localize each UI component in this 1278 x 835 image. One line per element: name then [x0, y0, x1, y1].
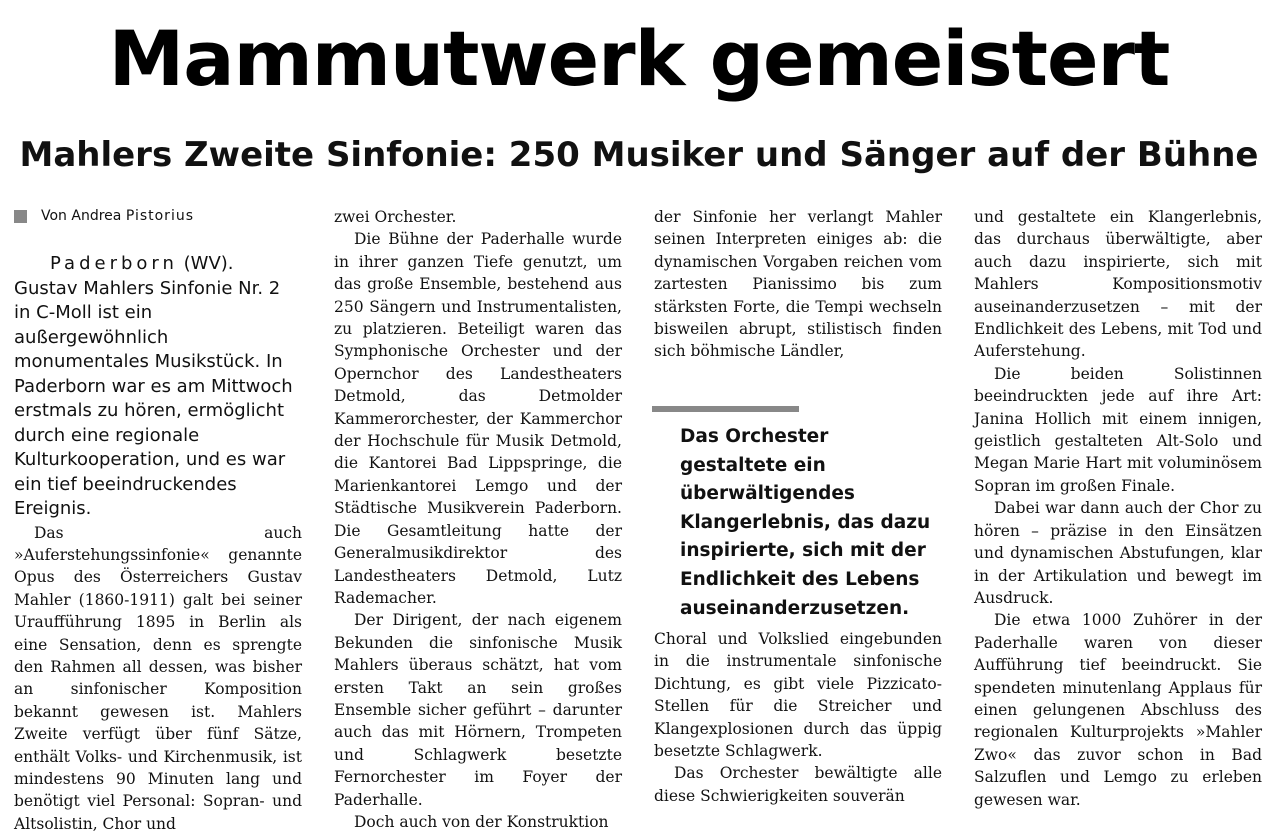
- byline-square-icon: [14, 210, 27, 223]
- body-paragraph: Die beiden Solistinnen beeindruckten jede auf ihre Art: Janina Hollich mit einem innigen, geistlich gestalteten Alt-Solo und Megan Marie Hart mit voluminösem Sopran im großen Finale.: [974, 363, 1262, 497]
- body-paragraph: der Sinfonie her verlangt Mahler seinen Interpreten einiges ab: die dynamischen Vorgaben reichen vom zartesten Pianissimo bis zum stärksten Forte, die Tempi wechseln bisweilen abrupt, stilistisch finden sich böhmische Ländler,: [654, 206, 942, 363]
- body-paragraph: Die etwa 1000 Zuhörer in der Paderhalle waren von dieser Aufführung tief beeindruckt. Sie spendeten minutenlang Applaus für einen gelungenen Abschluss des regionalen Kulturprojekts »Mahler Zwo« das zuvor schon in Bad Salzuflen und Lemgo zu erleben gewesen war.: [974, 609, 1262, 811]
- body-paragraph: Der Dirigent, der nach eigenem Bekunden die sinfonische Musik Mahlers überaus schätzt, hat vom ersten Takt an sein großes Ensemble sicher geführt – darunter auch das mit Hörnern, Trompeten und Schlagwerk besetzte Fernorchester im Foyer der Paderhalle.: [334, 609, 622, 811]
- pull-quote: Das Orchester gestaltete ein überwältigendes Klangerlebnis, das dazu inspirierte, sich mit der Endlichkeit des Lebens auseinanderzusetzen.: [680, 423, 942, 623]
- body-paragraph: Das Orchester bewältigte alle diese Schwierigkeiten souverän: [654, 762, 942, 807]
- body-paragraph: Doch auch von der Konstruktion: [334, 811, 622, 833]
- byline: [14, 206, 302, 226]
- lead-text: (WV). Gustav Mahlers Sinfonie Nr. 2 in C-Moll ist ein außergewöhnlich monumentales Musikstück. In Paderborn war es am Mittwoch erstmals zu hören, ermöglicht durch eine regionale Kulturkooperation, und es war ein tief beeindruckendes Ereignis.: [14, 253, 293, 519]
- column-2: [334, 206, 622, 833]
- body-paragraph: zwei Orchester.: [334, 206, 622, 228]
- body-paragraph: und gestaltete ein Klangerlebnis, das durchaus überwältigte, aber auch dazu inspirierte, sich mit Mahlers Kompositionsmotiv auseinanderzusetzen – mit der Endlichkeit des Lebens, mit Tod und Auferstehung.: [974, 206, 1262, 363]
- body-paragraph: Die Bühne der Paderhalle wurde in ihrer ganzen Tiefe genutzt, um das große Ensemble, bestehend aus 250 Sängern und Instrumentalisten, zu platzieren. Beteiligt waren das Symphonische Orchester und der Opernchor des Landestheaters Detmold, das Detmolder Kammerorchester, der Kammerchor der Hochschule für Musik Detmold, die Kantorei Bad Lippspringe, die Marienkantorei Lemgo und der Städtische Musikverein Paderborn. Die Gesamtleitung hatte der Generalmusikdirektor des Landestheaters Detmold, Lutz Rademacher.: [334, 228, 622, 609]
- column-1: [14, 206, 302, 835]
- body-paragraph: Choral und Volkslied eingebunden in die instrumentale sinfonische Dichtung, es gibt viele Pizzicato-Stellen für die Streicher und Klangexplosionen durch das üppig besetzte Schlagwerk.: [654, 628, 942, 762]
- dateline-place: Paderborn: [50, 253, 178, 274]
- pull-quote-rule: [652, 406, 799, 412]
- column-3-lower: [654, 628, 942, 807]
- byline-author: Pistorius: [126, 206, 194, 226]
- lead-paragraph: [14, 252, 302, 522]
- headline: Mammutwerk gemeistert: [0, 14, 1278, 104]
- subheadline: Mahlers Zweite Sinfonie: 250 Musiker und Sänger auf der Bühne: [0, 132, 1278, 178]
- byline-prefix: Von Andrea: [41, 206, 121, 226]
- body-paragraph: Dabei war dann auch der Chor zu hören – präzise in den Einsätzen und dynamischen Abstufungen, klar in der Artikulation und bewegt im Ausdruck.: [974, 497, 1262, 609]
- column-3: [654, 206, 942, 363]
- column-4: [974, 206, 1262, 811]
- body-paragraph: Das auch »Auferstehungssinfonie« genannte Opus des Österreichers Gustav Mahler (1860-1911) galt bei seiner Uraufführung 1895 in Berlin als eine Sensation, denn es sprengte den Rahmen all dessen, was bisher an sinfonischer Komposition bekannt gewesen ist. Mahlers Zweite verfügt über fünf Sätze, enthält Volks- und Kirchenmusik, ist mindestens 90 Minuten lang und benötigt viel Personal: Sopran- und Altsolistin, Chor und: [14, 522, 302, 835]
